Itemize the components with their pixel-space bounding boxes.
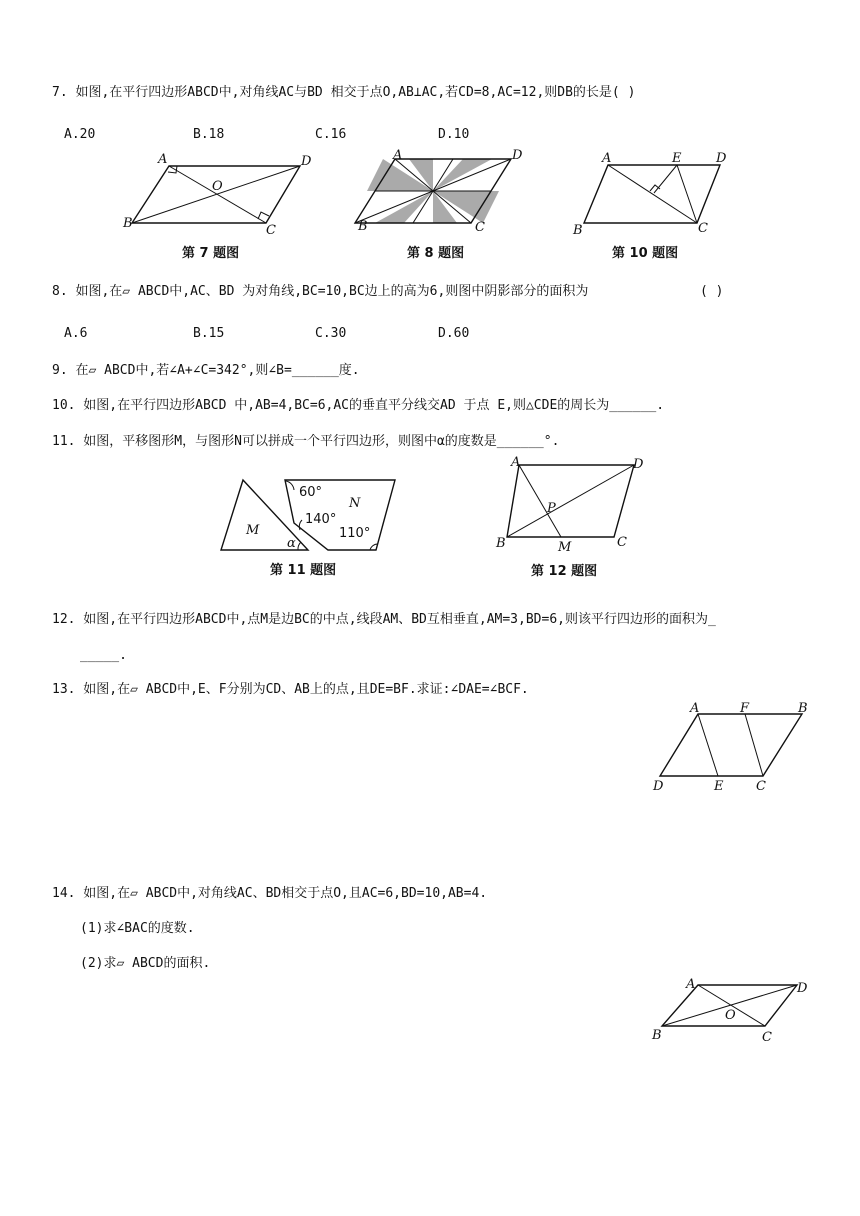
fig7-diagonal-bd (132, 166, 300, 223)
fig12-label-b: B (496, 536, 506, 551)
fig8-label-d: D (512, 148, 523, 163)
q8-option-d: D.60 (438, 326, 470, 341)
fig7-label-b: B (123, 216, 133, 231)
q14-text: 14. 如图,在▱ ABCD中,对角线AC、BD相交于点O,且AC=6,BD=10,AB=4. (52, 886, 488, 901)
fig7-label-o: O (212, 179, 223, 194)
fig11-label-m: M (246, 523, 260, 538)
fig12-label-m: M (558, 540, 572, 555)
fig10-diagonal-ac (608, 165, 697, 223)
fig14-label-c: C (762, 1030, 772, 1045)
q14-sub2: (2)求▱ ABCD的面积. (80, 956, 211, 971)
fig14-label-o: O (725, 1008, 736, 1023)
fig13-label-a: A (690, 701, 700, 716)
fig7-caption: 第 7 题图 (182, 246, 240, 261)
fig7-label-c: C (266, 223, 276, 238)
fig10-label-c: C (698, 221, 708, 236)
fig11-angle-140: 140° (305, 512, 337, 527)
q9-text: 9. 在▱ ABCD中,若∠A+∠C=342°,则∠B=______度. (52, 363, 360, 378)
figure-11 (210, 470, 430, 585)
fig12-diagonal-bd (507, 465, 634, 537)
q8-option-c: C.30 (315, 326, 347, 341)
fig12-label-c: C (617, 535, 627, 550)
q8-option-a: A.6 (64, 326, 88, 341)
q12-text-line1: 12. 如图,在平行四边形ABCD中,点M是边BC的中点,线段AM、BD互相垂直,AM=3,BD=6,则该平行四边形的面积为_ (52, 612, 716, 627)
fig8-label-a: A (393, 148, 403, 163)
fig11-label-alpha: α (287, 536, 296, 551)
fig10-label-a: A (602, 151, 612, 166)
figure-14 (650, 972, 820, 1047)
fig11-caption: 第 11 题图 (270, 563, 337, 578)
fig12-label-d: D (633, 457, 644, 472)
fig14-label-a: A (686, 977, 696, 992)
q7-text: 7. 如图,在平行四边形ABCD中,对角线AC与BD 相交于点O,AB⊥AC,若CD=8,AC=12,则DB的长是( ) (52, 85, 636, 100)
figure-10 (570, 148, 750, 266)
figure-13 (650, 700, 815, 795)
q7-option-c: C.16 (315, 127, 347, 142)
fig10-label-d: D (716, 151, 727, 166)
fig11-angle-60: 60° (299, 485, 323, 500)
figure-12 (493, 450, 653, 585)
fig11-arc-alpha (298, 542, 301, 550)
fig11-angle-110: 110° (339, 526, 371, 541)
figure-7 (120, 148, 320, 266)
fig8-label-c: C (475, 220, 485, 235)
fig7-label-a: A (158, 152, 168, 167)
fig12-caption: 第 12 题图 (531, 564, 598, 579)
q10-text: 10. 如图,在平行四边形ABCD 中,AB=4,BC=6,AC的垂直平分线交AD 于点 E,则△CDE的周长为______. (52, 398, 665, 413)
fig8-shade-2 (433, 159, 492, 191)
fig10-label-b: B (573, 223, 583, 238)
fig10-caption: 第 10 题图 (612, 246, 679, 261)
fig7-label-d: D (301, 154, 312, 169)
fig8-label-b: B (358, 219, 368, 234)
figure-8 (355, 148, 535, 266)
fig13-label-c: C (756, 779, 766, 794)
fig10-segment-ce (677, 165, 697, 223)
q8-answer-paren: ( ) (700, 284, 724, 299)
fig14-label-b: B (652, 1028, 662, 1043)
fig8-caption: 第 8 题图 (407, 246, 465, 261)
fig13-label-d: D (653, 779, 664, 794)
fig12-label-p: P (547, 501, 556, 516)
fig14-label-d: D (797, 981, 808, 996)
q8-text: 8. 如图,在▱ ABCD中,AC、BD 为对角线,BC=10,BC边上的高为6,则图中阴影部分的面积为 (52, 284, 589, 299)
fig13-segment-cf (745, 714, 763, 776)
q14-sub1: (1)求∠BAC的度数. (80, 921, 195, 936)
fig10-label-e: E (672, 151, 682, 166)
q7-option-d: D.10 (438, 127, 470, 142)
fig13-label-e: E (714, 779, 724, 794)
fig12-label-a: A (511, 455, 521, 470)
q11-text: 11. 如图，平移图形M，与图形N可以拼成一个平行四边形，则图中α的度数是______°. (52, 434, 560, 449)
q7-option-b: B.18 (193, 127, 225, 142)
fig11-label-n: N (349, 496, 361, 511)
fig13-parallelogram (660, 714, 802, 776)
q7-option-a: A.20 (64, 127, 96, 142)
fig8-shade-5 (375, 191, 433, 223)
fig13-segment-ae (698, 714, 718, 776)
fig7-right-angle-c (258, 212, 269, 219)
fig10-right-angle (650, 185, 660, 191)
fig10-perpendicular (654, 165, 677, 193)
fig13-label-b: B (798, 701, 808, 716)
q8-option-b: B.15 (193, 326, 225, 341)
q12-text-line2: _____. (80, 648, 127, 663)
q13-text: 13. 如图,在▱ ABCD中,E、F分别为CD、AB上的点,且DE=BF.求证:∠DAE=∠BCF. (52, 682, 529, 697)
fig13-label-f: F (740, 701, 750, 716)
